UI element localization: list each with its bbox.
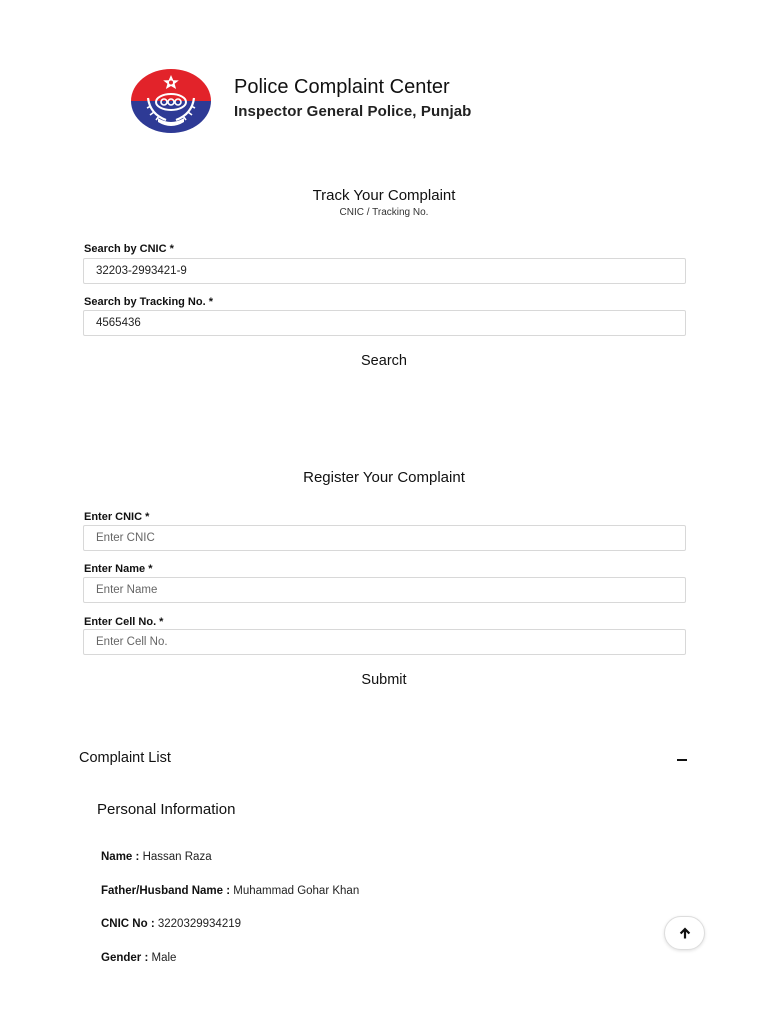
info-value: Male: [151, 952, 177, 964]
info-key: CNIC No :: [101, 918, 155, 930]
info-key: Gender :: [101, 952, 149, 964]
track-complaint-subheading: CNIC / Tracking No.: [339, 207, 429, 218]
enter-cell-input[interactable]: [83, 629, 686, 655]
info-value: 3220329934219: [157, 918, 242, 930]
enter-cnic-label: Enter CNIC *: [84, 511, 150, 523]
info-value: Hassan Raza: [142, 851, 212, 863]
site-subtitle: Inspector General Police, Punjab: [234, 103, 472, 120]
search-tracking-label: Search by Tracking No. *: [84, 296, 213, 308]
search-cnic-label: Search by CNIC *: [84, 243, 174, 255]
info-row-cnic: [101, 918, 241, 930]
info-key: Father/Husband Name :: [101, 885, 231, 897]
minus-icon[interactable]: [677, 759, 687, 761]
info-key: Name :: [101, 851, 140, 863]
complaint-list-toggle[interactable]: [78, 749, 690, 771]
info-row-father-name: [101, 885, 359, 897]
site-title: Police Complaint Center: [234, 76, 450, 98]
arrow-up-icon: [678, 926, 692, 940]
search-cnic-input[interactable]: [83, 258, 686, 284]
info-value: Muhammad Gohar Khan: [233, 885, 360, 897]
register-complaint-heading: Register Your Complaint: [303, 469, 465, 486]
punjab-police-logo: [130, 68, 212, 134]
complaint-list-title: Complaint List: [79, 750, 171, 766]
enter-cell-label: Enter Cell No. *: [84, 616, 164, 628]
track-complaint-heading: Track Your Complaint: [312, 187, 456, 204]
search-button[interactable]: Search: [309, 350, 459, 372]
enter-cnic-input[interactable]: [83, 525, 686, 551]
scroll-to-top-button[interactable]: [664, 916, 705, 950]
search-tracking-input[interactable]: [83, 310, 686, 336]
info-row-gender: [101, 952, 176, 964]
enter-name-input[interactable]: [83, 577, 686, 603]
page-header: [130, 66, 630, 136]
submit-button[interactable]: Submit: [309, 669, 459, 691]
personal-info-heading: Personal Information: [97, 801, 236, 818]
info-row-name: [101, 851, 212, 863]
enter-name-label: Enter Name *: [84, 563, 153, 575]
